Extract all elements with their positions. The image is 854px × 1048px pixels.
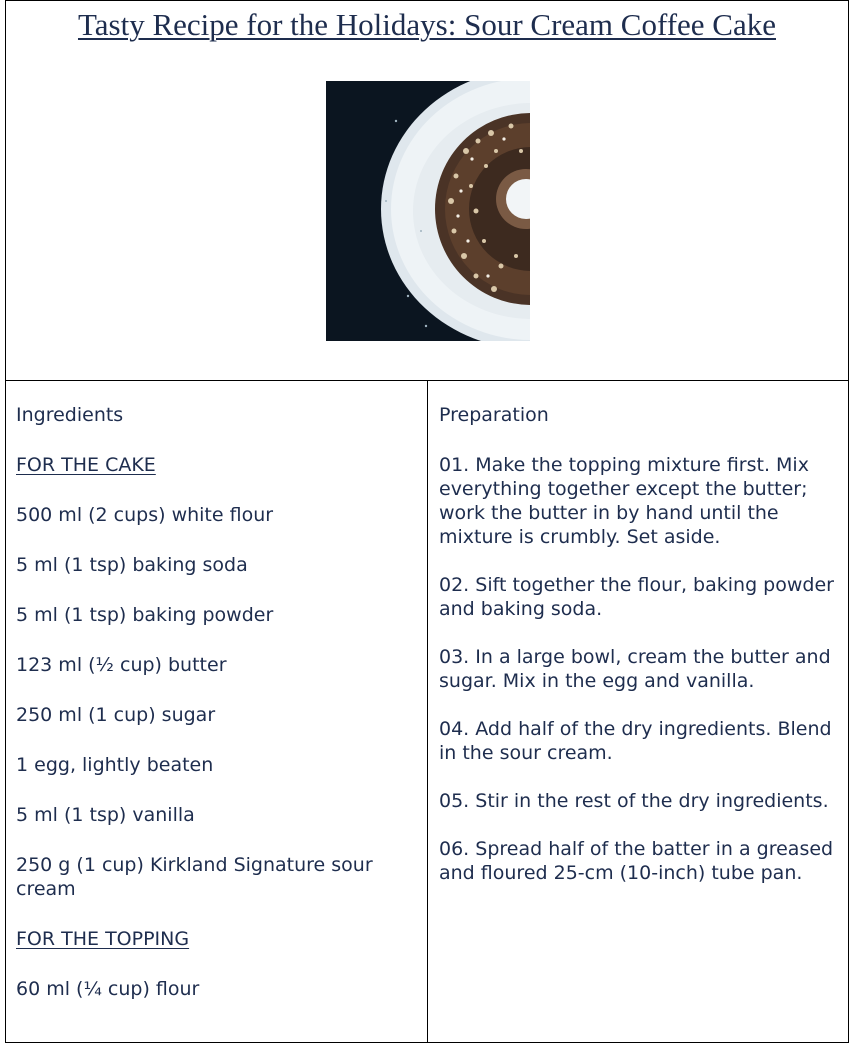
page-title: Tasty Recipe for the Holidays: Sour Cream Coffee Cake: [77, 7, 776, 42]
cake-illustration: [326, 81, 530, 341]
recipe-table: [5, 0, 849, 1043]
ingredient-item: 500 ml (2 cups) white flour: [16, 504, 274, 526]
preparation-step: 03. In a large bowl, cream the butter and sugar. Mix in the egg and vanilla.: [439, 646, 831, 692]
ingredients-column: [6, 381, 428, 1043]
ingredient-item: 123 ml (½ cup) butter: [16, 654, 227, 676]
ingredient-item: 5 ml (1 tsp) vanilla: [16, 804, 195, 826]
ingredient-item: 250 ml (1 cup) sugar: [16, 704, 216, 726]
preparation-step: 02. Sift together the flour, baking powder and baking soda.: [439, 574, 834, 620]
cake-photo: [326, 81, 530, 341]
title-cell: [6, 1, 848, 381]
cake-subheading: FOR THE CAKE: [16, 454, 156, 476]
topping-subheading: FOR THE TOPPING: [16, 928, 190, 950]
ingredient-item: 5 ml (1 tsp) baking soda: [16, 554, 248, 576]
ingredient-item: 5 ml (1 tsp) baking powder: [16, 604, 274, 626]
preparation-column: [428, 381, 848, 1043]
ingredient-item: 1 egg, lightly beaten: [16, 754, 214, 776]
preparation-heading: Preparation: [439, 404, 549, 426]
ingredient-item: 60 ml (¼ cup) flour: [16, 978, 200, 1000]
preparation-step: 06. Spread half of the batter in a greased and floured 25-cm (10-inch) tube pan.: [439, 838, 834, 884]
ingredients-heading: Ingredients: [16, 404, 124, 426]
ingredient-item: 250 g (1 cup) Kirkland Signature sour cream: [16, 854, 373, 900]
preparation-step: 01. Make the topping mixture first. Mix everything together except the butter; work the butter in by hand until the mixture is crumbly. Set aside.: [439, 454, 809, 548]
preparation-step: 04. Add half of the dry ingredients. Blend in the sour cream.: [439, 718, 832, 764]
preparation-step: 05. Stir in the rest of the dry ingredients.: [439, 790, 829, 812]
